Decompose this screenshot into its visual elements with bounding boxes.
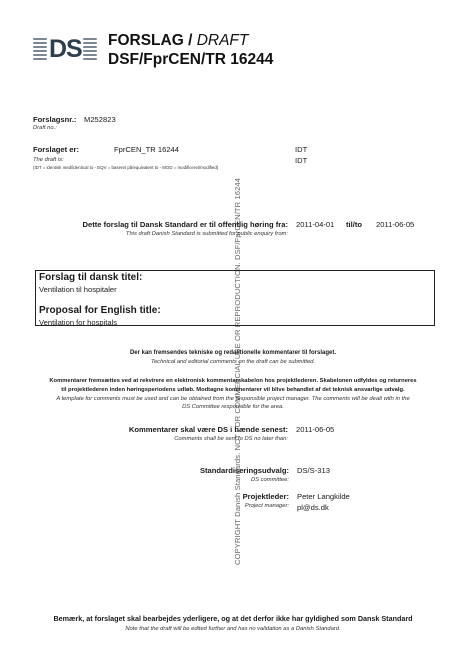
draft-is-sub: The draft is: bbox=[33, 157, 64, 163]
english-title-label: Proposal for English title: bbox=[39, 305, 161, 316]
hearing-to-label: til/to bbox=[346, 220, 363, 229]
title-prefix: FORSLAG / bbox=[108, 32, 193, 49]
manager-email[interactable]: pl@ds.dk bbox=[297, 503, 329, 512]
hearing-sub: This draft Danish Standard is submitted for public enquiry from: bbox=[125, 231, 288, 237]
english-title-value: Ventilation for hospitals bbox=[39, 318, 118, 327]
title-draft: DRAFT bbox=[196, 32, 249, 49]
committee-sub: DS committee: bbox=[250, 477, 289, 483]
hearing-from: 2011-04-01 bbox=[296, 220, 335, 229]
comments-template-2: DS Committee responsible for the area. bbox=[182, 404, 284, 410]
manager-name: Peter Langkilde bbox=[297, 492, 350, 501]
deadline-value: 2011-06-05 bbox=[296, 425, 335, 434]
title-reference: DSF/FprCEN/TR 16244 bbox=[108, 51, 274, 68]
proposal-no-value: M252823 bbox=[84, 115, 116, 124]
proposal-no-label: Forslagsnr.: bbox=[33, 115, 77, 124]
footer-note-en: Note that the draft will be edited further and has no validation as a Danish Standard. bbox=[125, 626, 341, 632]
deadline-sub: Comments shall be sent to DS no later than: bbox=[174, 436, 288, 442]
draft-is-code-1: IDT bbox=[295, 145, 308, 154]
comments-procedure-1: Kommentarer fremsættes ved at rekvirere en elektronisk kommentarskabelon hos projektlederen. Skabelonen udfyldes og returneres bbox=[49, 378, 417, 384]
danish-title-label: Forslag til dansk titel: bbox=[39, 272, 143, 283]
draft-is-legend: (IDT = identisk med/identical to - EQV = baseret på/equivalent to - MOD = modificeret/modified) bbox=[33, 165, 219, 170]
draft-is-value: FprCEN_TR 16244 bbox=[114, 145, 179, 154]
logo-text: DS bbox=[49, 35, 82, 63]
manager-label: Projektleder: bbox=[242, 492, 289, 501]
comments-template-1: A template for comments must be used and can be obtained from the responsible project manager. The comments will be dealt with in the bbox=[56, 396, 410, 402]
draft-is-label: Forslaget er: bbox=[33, 145, 79, 154]
comments-info-dk: Der kan fremsendes tekniske og redaktionelle kommentarer til forslaget. bbox=[129, 350, 337, 356]
comments-info-en: Technical and editorial comments on the draft can be submitted. bbox=[150, 359, 316, 365]
danish-title-value: Ventilation til hospitaler bbox=[39, 285, 117, 294]
logo-stripes-left bbox=[33, 38, 47, 62]
hearing-label: Dette forslag til Dansk Standard er til offentlig høring fra: bbox=[82, 220, 288, 229]
committee-label: Standardiseringsudvalg: bbox=[199, 466, 289, 475]
proposal-no-sub: Draft no.: bbox=[33, 125, 57, 131]
document-title bbox=[108, 31, 273, 69]
ds-logo bbox=[33, 34, 97, 64]
copyright-side-text: COPYRIGHT Danish Standards. NOT FOR COMMERCIAL USE OR REPRODUCTION. DSF/FprCEN/TR 16244 bbox=[233, 177, 242, 565]
manager-sub: Project manager: bbox=[244, 503, 289, 509]
footer-note: Bemærk, at forslaget skal bearbejdes yderligere, og at det derfor ikke har gyldighed som Dansk Standard bbox=[53, 614, 413, 623]
logo-stripes-right bbox=[83, 38, 97, 62]
deadline-label: Kommentarer skal være DS i hænde senest: bbox=[128, 425, 288, 434]
comments-procedure-2: til projektlederen inden høringsperiodens udløb. Modtagne kommentarer vil blive behandlet af det teknisk ansvarlige udvalg. bbox=[61, 387, 405, 393]
hearing-to: 2011-06-05 bbox=[376, 220, 415, 229]
committee-value: DS/S-313 bbox=[297, 466, 330, 475]
draft-is-code-2: IDT bbox=[295, 156, 308, 165]
